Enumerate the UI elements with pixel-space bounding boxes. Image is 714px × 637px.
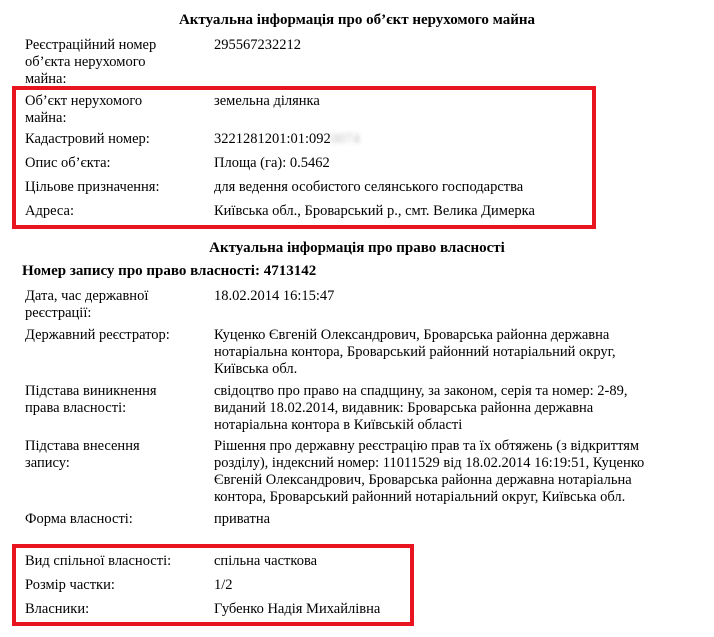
address-value: Київська обл., Броварський р., смт. Велика Димерка <box>214 203 535 219</box>
object-label: Об’єкт нерухомого майна: <box>25 93 143 126</box>
owners-label: Власники: <box>25 601 90 617</box>
highlight-box-object <box>12 86 596 229</box>
owners-value: Губенко Надія Михайлівна <box>214 601 381 617</box>
joint-type-label: Вид спільної власності: <box>25 553 172 569</box>
basis-origin-label: Підстава виникнення права власності: <box>25 383 157 416</box>
address-label: Адреса: <box>25 203 74 219</box>
share-value: 1/2 <box>214 577 233 593</box>
date-value: 18.02.2014 16:15:47 <box>214 288 335 304</box>
purpose-value: для ведення особистого селянського господарства <box>214 179 524 195</box>
form-label: Форма власності: <box>25 511 133 527</box>
cadastral-hidden-digits: 0074 <box>330 131 360 147</box>
ownership-section-title: Актуальна інформація про право власності <box>209 240 505 256</box>
date-label: Дата, час державної реєстрації: <box>25 288 149 321</box>
registrar-label: Державний реєстратор: <box>25 327 170 343</box>
basis-entry-value: Рішення про державну реєстрацію прав та їх обтяжень (з відкриттям розділу), індексний номер: 11011529 від 18.02.2014 16:19:51, Куценко Євгеній Олександрович, Броварська районна державна нотаріальна контора, Броварський районний нотаріальний округ, Київська обл. <box>214 438 645 505</box>
basis-entry-label: Підстава внесення запису: <box>25 438 140 471</box>
description-value: Площа (га): 0.5462 <box>214 155 330 171</box>
reg-number-label: Реєстраційний номер об’єкта нерухомого майна: <box>25 37 157 87</box>
record-number-title: Номер запису про право власності: 4713142 <box>22 263 317 279</box>
cadastral-label: Кадастровий номер: <box>25 131 150 147</box>
form-value: приватна <box>214 511 271 527</box>
object-value: земельна ділянка <box>214 93 320 109</box>
purpose-label: Цільове призначення: <box>25 179 160 195</box>
cadastral-value: 3221281201:01:092 <box>214 131 331 147</box>
joint-type-value: спільна часткова <box>214 553 318 569</box>
reg-number-value: 295567232212 <box>214 37 301 53</box>
description-label: Опис об’єкта: <box>25 155 111 171</box>
registrar-value: Куценко Євгеній Олександрович, Броварська районна державна нотаріальна контора, Броварський районний нотаріальний округ, Київська обл. <box>214 327 616 377</box>
basis-origin-value: свідоцтво про право на спадщину, за законом, серія та номер: 2-89, виданий 18.02.2014, видавник: Броварська районна державна нотаріальна контора в Київській області <box>214 383 628 433</box>
highlight-box-ownership <box>12 544 414 626</box>
share-label: Розмір частки: <box>25 577 115 593</box>
object-section-title: Актуальна інформація про об’єкт нерухомого майна <box>178 12 536 28</box>
